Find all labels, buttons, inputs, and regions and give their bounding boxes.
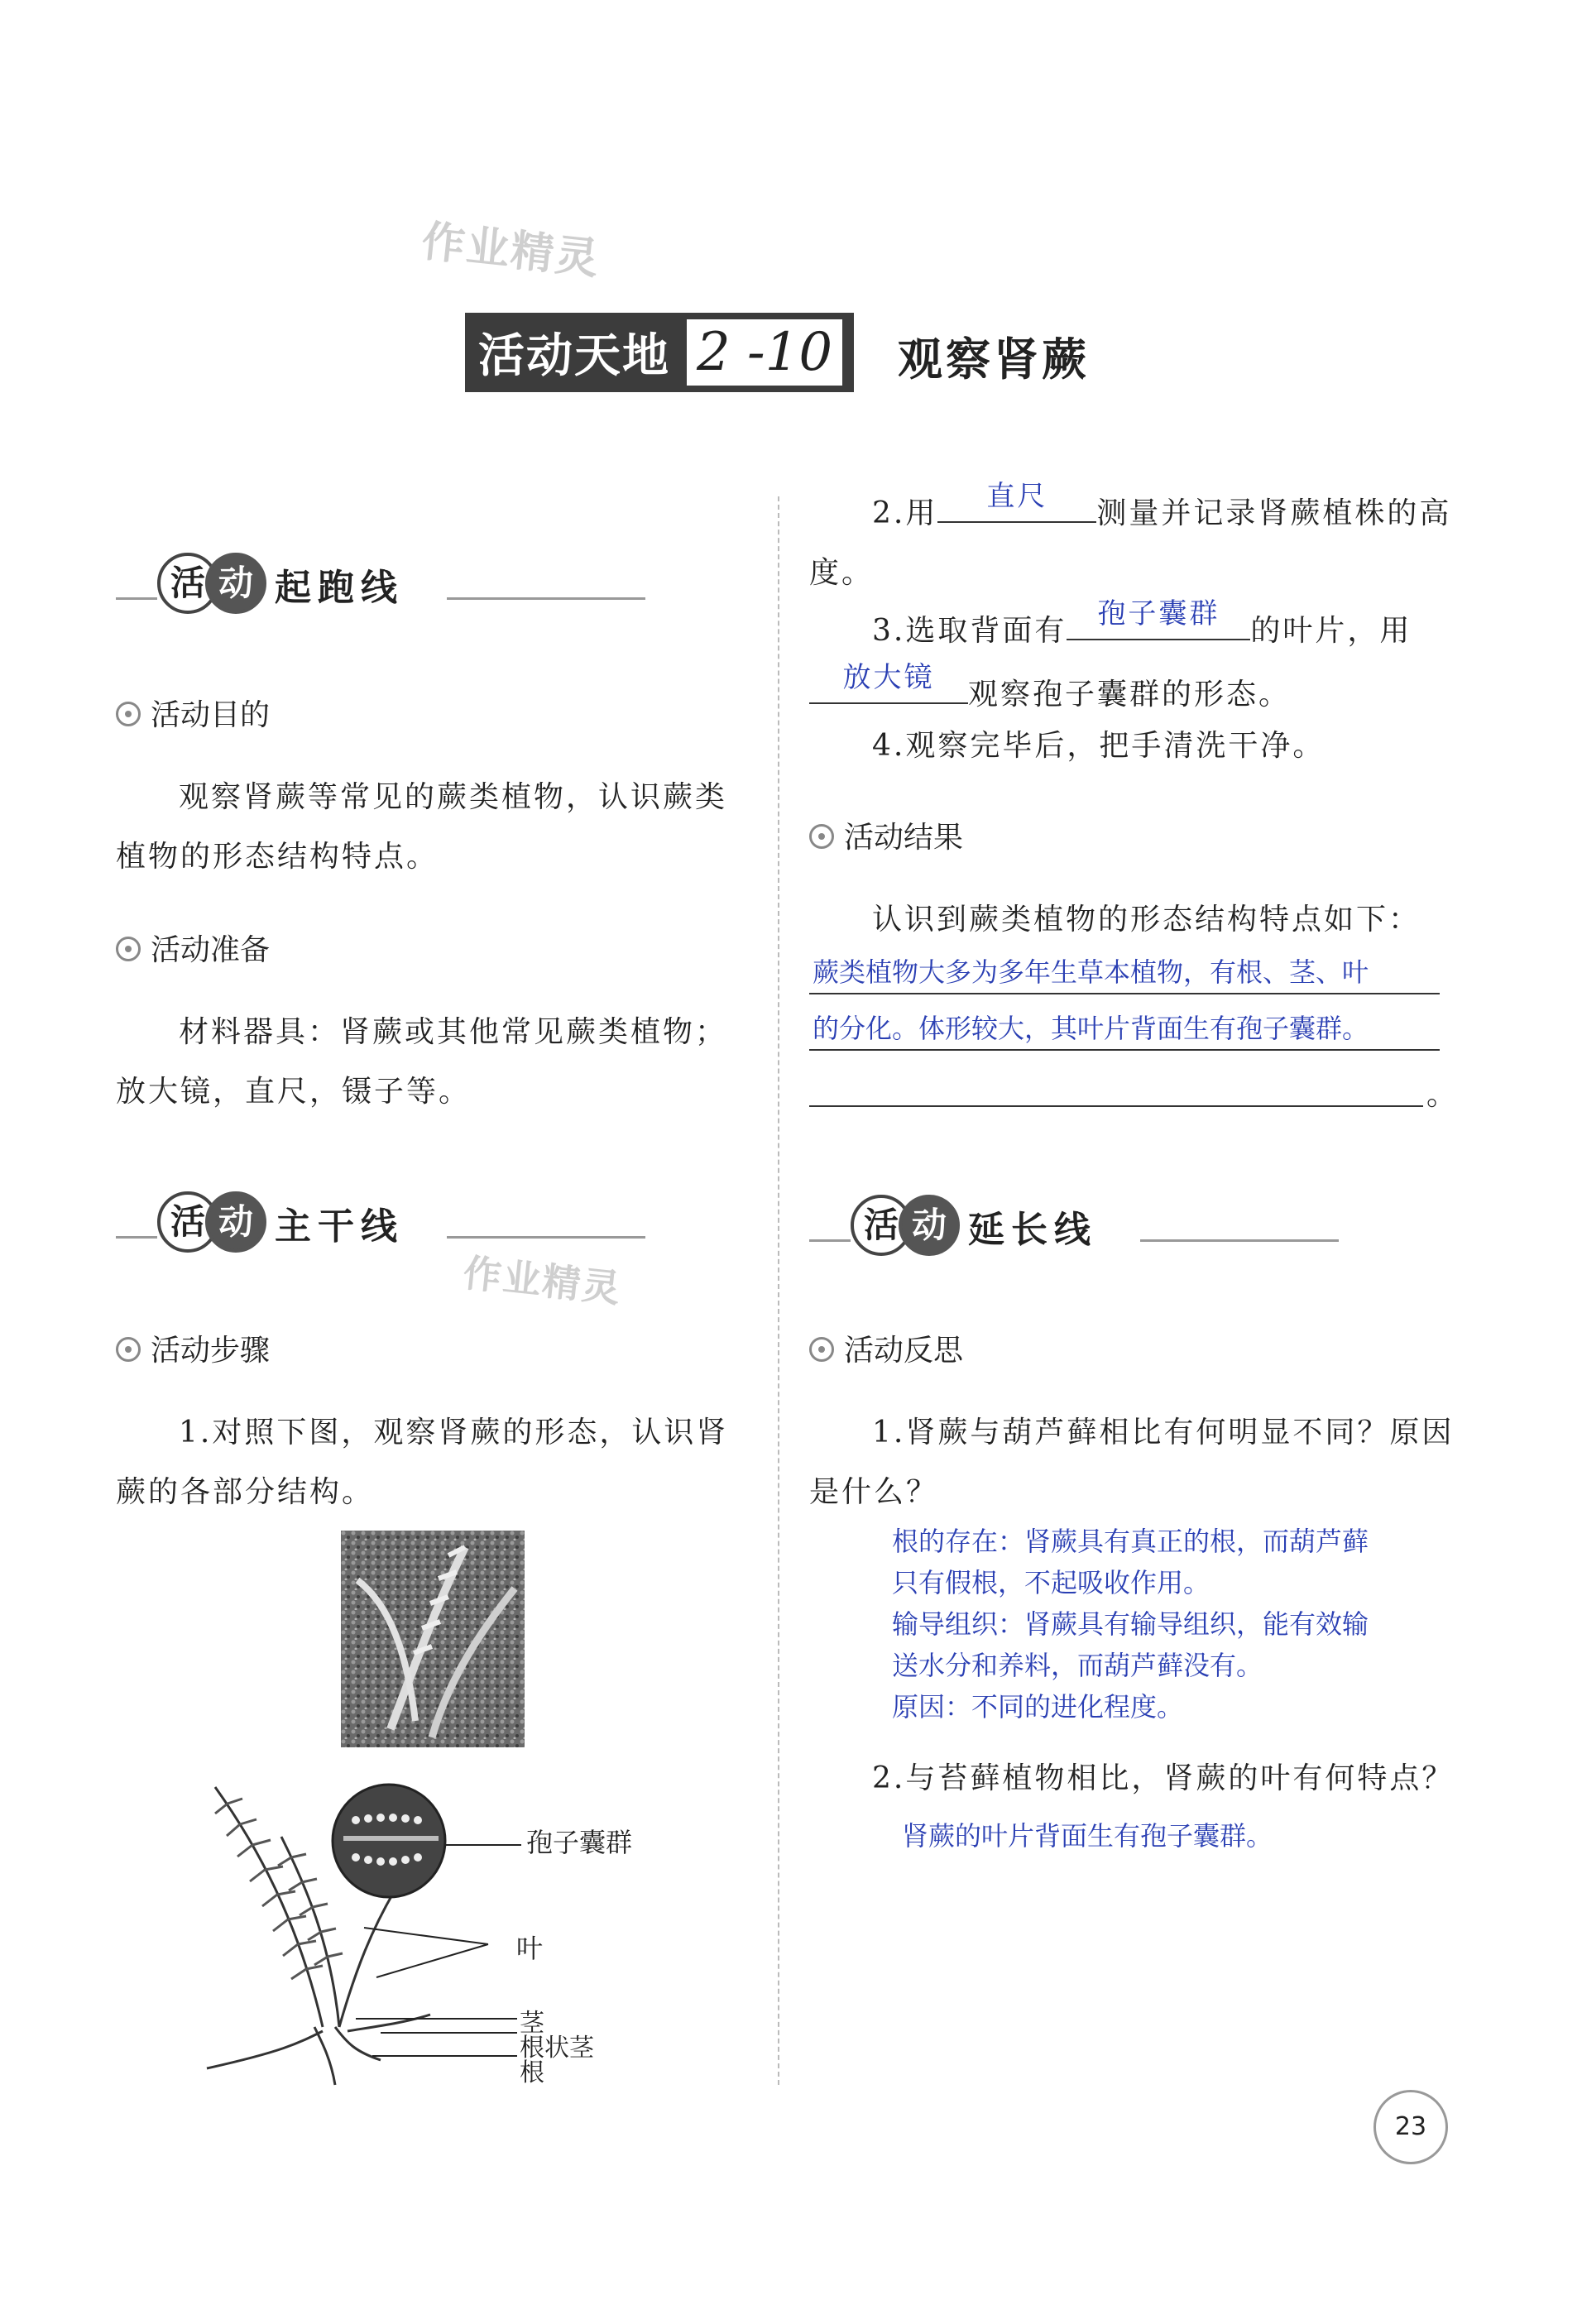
step3-blank-2[interactable] [809,661,968,704]
bullet-icon [116,937,141,961]
banner-line [809,1239,851,1242]
banner-line [447,597,645,600]
label-rhizome: 根状茎 [520,2034,594,2063]
step3-suffix: 观察孢子囊群的形态。 [968,678,1292,712]
section-banner-extension [809,1195,1339,1253]
subsection-prep [116,927,270,969]
step1-text: 1.对照下图，观察肾蕨的形态，认识肾蕨的各部分结构。 [116,1416,729,1509]
title-box [465,313,854,392]
label-spores: 孢子囊群 [526,1827,633,1858]
step4-text: 4.观察完毕后，把手清洗干净。 [872,729,1326,763]
reflect-q2: 2.与苔藓植物相比，肾蕨的叶有何特点？ [872,1761,1455,1795]
label-stem: 茎 [520,2009,544,2038]
banner-char-a: 活 [157,1191,218,1253]
banner-name: 主干线 [275,1205,404,1248]
section-banner-start [116,553,645,611]
watermark: 作业精灵 [419,216,602,285]
answer-underline [809,1049,1440,1051]
reflect-a1-line: 根的存在：肾蕨具有真正的根，而葫芦藓 [892,1526,1369,1557]
step3-prefix: 3.选取背面有 [872,614,1067,648]
section-banner-main [116,1191,645,1249]
watermark: 作业精灵 [461,1250,624,1311]
answer-underline [809,993,1440,994]
subsection-result [809,814,963,856]
result-end-mark: 。 [1426,1078,1460,1112]
subsection-title: 活动结果 [844,821,964,855]
step3 [809,597,1455,725]
reflect-a1-line: 原因：不同的进化程度。 [892,1691,1184,1723]
answer-underline [809,1105,1423,1107]
fern-photo [341,1531,525,1747]
subsection-steps [116,1327,270,1369]
banner-char-b: 动 [205,553,266,614]
banner-char-b: 动 [205,1191,266,1253]
subsection-title: 活动准备 [151,933,271,967]
page-number: 23 [1373,2090,1448,2164]
bullet-icon [809,824,834,849]
result-answer-line2: 的分化。体形较大，其叶片背面生有孢子囊群。 [813,1013,1369,1044]
subsection-title: 活动步骤 [151,1334,271,1368]
column-divider [778,496,779,2085]
banner-char-b: 动 [899,1195,960,1256]
banner-char-a: 活 [157,553,218,614]
subsection-reflect [809,1327,963,1369]
banner-line [116,1236,157,1239]
reflect-a1-line: 送水分和养料，而葫芦藓没有。 [892,1650,1263,1681]
prep-text: 材料器具：肾蕨或其他常见蕨类植物；放大镜，直尺，镊子等。 [116,1015,728,1109]
label-root: 根 [520,2058,544,2087]
title-box-label: 活动天地 [478,328,670,383]
banner-char-a: 活 [851,1195,912,1256]
banner-line [1140,1239,1339,1242]
subsection-title: 活动目的 [151,698,271,732]
banner-name: 延长线 [968,1209,1097,1251]
reflect-a1-line: 只有假根，不起吸收作用。 [892,1567,1210,1598]
step2-blank[interactable] [937,480,1096,523]
result-text: 认识到蕨类植物的形态结构特点如下： [872,903,1421,937]
reflect-q1: 1.肾蕨与葫芦藓相比有何明显不同？原因是什么？ [809,1416,1455,1509]
step2-suffix: 测量并记录肾蕨植株的高度。 [809,496,1452,590]
label-leaf: 叶 [516,1933,544,1964]
title-number: 2 -10 [687,319,842,386]
step3-answer-2: 放大镜 [842,661,935,694]
subsection-title: 活动反思 [844,1334,964,1368]
step2-prefix: 2.用 [872,496,938,530]
banner-name: 起跑线 [275,567,404,609]
result-answer-line1: 蕨类植物大多为多年生草本植物，有根、茎、叶 [813,956,1369,988]
banner-line [116,597,157,600]
banner-line [447,1236,645,1239]
subsection-purpose [116,692,270,734]
bullet-icon [116,1337,141,1362]
purpose-text: 观察肾蕨等常见的蕨类植物，认识蕨类植物的形态结构特点。 [116,780,728,874]
bullet-icon [809,1337,834,1362]
reflect-a2: 肾蕨的叶片背面生有孢子囊群。 [902,1820,1273,1852]
bullet-icon [116,702,141,726]
reflect-a1-line: 输导组织：肾蕨具有输导组织，能有效输 [892,1608,1369,1640]
step3-answer-1: 孢子囊群 [1097,597,1220,630]
step3-blank-1[interactable] [1067,597,1250,640]
page-title: 观察肾蕨 [898,333,1090,386]
step3-mid: 的叶片，用 [1250,614,1412,648]
reflect-a1 [892,1521,1369,1727]
step2-answer: 直尺 [986,480,1048,513]
